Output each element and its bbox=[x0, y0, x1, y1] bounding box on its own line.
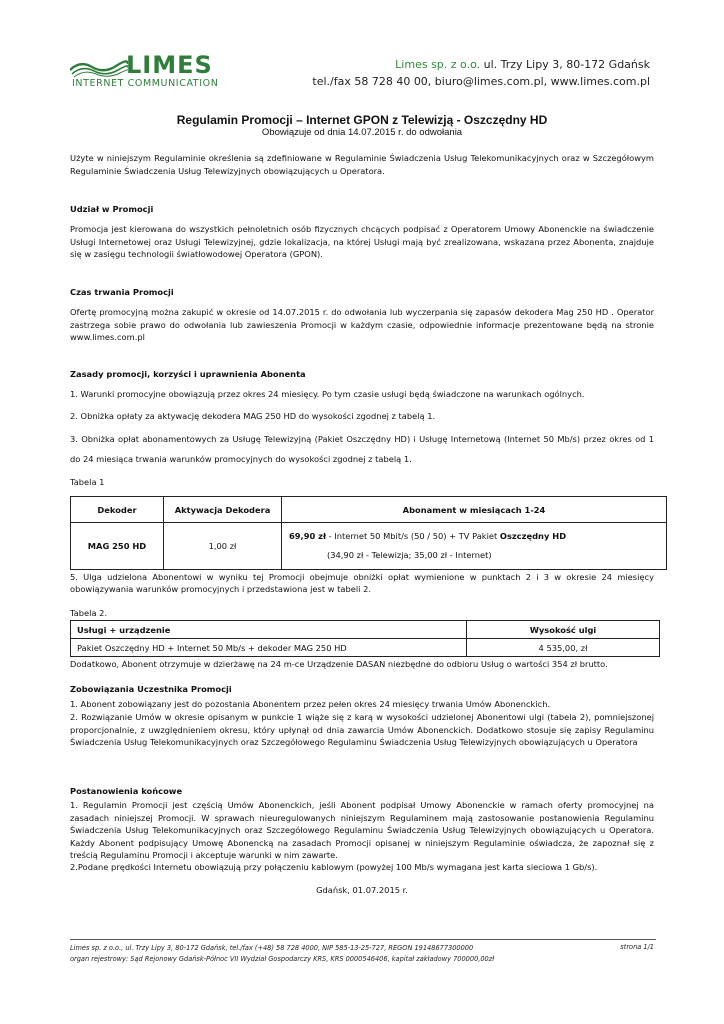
subscription-cell bbox=[282, 523, 667, 570]
subscription-price-line bbox=[289, 530, 660, 543]
table-header-cell: Usługi + urządzenie bbox=[71, 621, 467, 639]
table-row bbox=[71, 523, 667, 570]
table-header-cell: Dekoder bbox=[71, 497, 164, 523]
zasady-point-2: 2. Obniżka opłaty za aktywację dekodera MAG 250 HD do wysokości zgodnej z tabelą 1. bbox=[70, 411, 436, 421]
decoder-cell: MAG 250 HD bbox=[71, 523, 164, 570]
extra-device-note: Dodatkowo, Abonent otrzymuje w dzierżawę na 24 m-ce Urządzenie DASAN niezbędne do odbioru Usług o wartości 354 zł brutto. bbox=[70, 659, 608, 669]
table2-label: Tabela 2. bbox=[70, 608, 108, 618]
section-heading-postanowienia: Postanowienia końcowe bbox=[70, 786, 183, 796]
subscription-description: - Internet 50 Mbit/s (50 / 50) + TV Pakiet bbox=[326, 531, 500, 541]
company-contact bbox=[312, 56, 650, 90]
table-header-row bbox=[71, 621, 660, 639]
table1-label: Tabela 1 bbox=[70, 477, 105, 487]
footer-company-line: Limes sp. z o.o., ul. Trzy Lipy 3, 80-172 Gdańsk, tel./fax (+48) 58 728 4000, NIP 585-13-25-727, REGON 19148677300000 bbox=[70, 944, 474, 952]
activation-cell: 1,00 zł bbox=[164, 523, 282, 570]
subscription-price: 69,90 zł bbox=[289, 531, 327, 541]
footer-registry-line: organ rejestrowy: Sąd Rejonowy Gdańsk-Północ VII Wydział Gospodarczy KRS, KRS 0000546406, kapitał zakładowy 700000,00zł bbox=[70, 955, 495, 963]
document-subtitle: Obowiązuje od dnia 14.07.2015 r. do odwołania bbox=[261, 127, 463, 138]
czas-paragraph: Ofertę promocyjną można zakupić w okresie od 14.07.2015 r. do odwołania lub wyczerpania się zapasów dekodera Mag 250 HD . Operator zastrzega sobie prawo do odwołania lub zawieszenia Promocji w każdym czasie, odpowiednie informacje prezentowane będą na stronie www.limes.com.pl bbox=[70, 307, 654, 342]
table-header-cell: Wysokość ulgi bbox=[467, 621, 660, 639]
section-heading-udzial: Udział w Promocji bbox=[70, 204, 154, 214]
company-contact-line: tel./fax 58 728 40 00, biuro@limes.com.pl, www.limes.com.pl bbox=[312, 75, 650, 88]
zobowiazania-point-2: 2. Rozwiązanie Umów w okresie opisanym w punkcie 1 wiąże się z karą w wysokości udzielonej Abonentowi ulgi (tabela 2), pomniejszonej proporcjonalnie, z uwzględnieniem okresu, który upłynął od dnia zawarcia Umów Abonenckich. Dodatkowo stosuje się zapisy Regulaminu Świadczenia Usług Telekomunikacyjnych oraz Szczegółowego Regulaminu Świadczenia Usług Telewizyjnych obowiązujących u Operatora bbox=[70, 712, 654, 747]
limes-logo bbox=[70, 52, 238, 92]
document-title: Regulamin Promocji – Internet GPON z Telewizją - Oszczędny HD bbox=[176, 113, 548, 127]
intro-paragraph: Użyte w niniejszym Regulaminie określenia są zdefiniowane w Regulaminie Świadczenia Usług Telekomunikacyjnych oraz w Szczegółowym Regulaminie Świadczenia Usług Telewizyjnych obowiązujących u Operatora. bbox=[70, 153, 654, 176]
company-address-line bbox=[312, 56, 650, 73]
section-heading-zobowiazania: Zobowiązania Uczestnika Promocji bbox=[70, 684, 232, 694]
company-name: Limes sp. z o.o. bbox=[395, 58, 481, 71]
logo-subtitle: INTERNET COMMUNICATION bbox=[72, 78, 219, 89]
table-header-row bbox=[71, 497, 667, 523]
section-heading-czas: Czas trwania Promocji bbox=[70, 287, 174, 297]
company-address: ul. Trzy Lipy 3, 80-172 Gdańsk bbox=[480, 58, 650, 71]
zasady-point-5: 5. Ulga udzielona Abonentowi w wyniku tej Promocji obejmuje obniżki opłat wymienione w punktach 2 i 3 w okresie 24 miesięcy obowiązywania warunków promocyjnych i przedstawiona jest w tabeli 2. bbox=[70, 572, 654, 594]
logo-name: LIMES bbox=[126, 51, 213, 79]
subscription-breakdown: (34,90 zł - Telewizja; 35,00 zł - Internet) bbox=[327, 550, 492, 560]
table-header-cell: Aktywacja Dekodera bbox=[164, 497, 282, 523]
zasady-point-3a: 3. Obniżka opłat abonamentowych za Usługę Telewizyjną (Pakiet Oszczędny HD) i Usługę Internetową (Internet 50 Mb/s) przez okres od 1 bbox=[70, 434, 654, 444]
footer-divider bbox=[70, 939, 656, 940]
postanowienia-point-2: 2.Podane prędkości Internetu obowiązują przy połączeniu kablowym (powyżej 100 Mb/s wymagana jest karta sieciowa 1 Gb/s). bbox=[70, 862, 598, 872]
zasady-point-1: 1. Warunki promocyjne obowiązują przez okres 24 miesięcy. Po tym czasie usługi będą świadczone na warunkach ogólnych. bbox=[70, 389, 585, 399]
discount-value-cell: 4 535,00, zł bbox=[467, 639, 660, 657]
udzial-paragraph: Promocja jest kierowana do wszystkich pełnoletnich osób fizycznych chcących podpisać z Operatorem Umowy Abonenckie na świadczenie Usługi Internetowej oraz Usługi Telewizyjnej, gdzie lokalizacja, na której Usługi mają być zrealizowana, wskazana przez Abonenta, znajduje się w zasięgu technologii światłowodowej Operatora (GPON). bbox=[70, 224, 654, 259]
page-number: strona 1/1 bbox=[620, 943, 654, 951]
table-header-cell: Abonament w miesiącach 1-24 bbox=[282, 497, 667, 523]
postanowienia-point-1: 1. Regulamin Promocji jest częścią Umów Abonenckich, jeśli Abonent podpisał Umowy Abonenckie w ramach oferty promocyjnej na zasadach niniejszej Promocji. W sprawach nieuregulowanych niniejszym Regulaminem mają zastosowanie postanowienia Regulaminu Świadczenia Usług Telekomunikacyjnych oraz Szczegółowego Regulaminu Świadczenia Usług Telewizyjnych obowiązujących u Operatora. Każdy Abonent podpisujący Umowę Abonencką na zasadach Promocji opisanej w niniejszym Regulaminie oświadcza, że zapoznał się z treścią Regulaminu Promocji i akceptuje warunki w nim zawarte. bbox=[70, 800, 654, 860]
zobowiazania-point-1: 1. Abonent zobowiązany jest do pozostania Abonentem przez pełen okres 24 miesięcy trwania Umów Abonenckich. bbox=[70, 699, 551, 709]
tariff-table bbox=[70, 496, 667, 570]
zasady-point-3b: do 24 miesiąca trwania warunków promocyjnych do wysokości zgodnej z tabelą 1. bbox=[70, 454, 412, 464]
wave-logo-icon bbox=[70, 58, 128, 78]
section-heading-zasady: Zasady promocji, korzyści i uprawnienia Abonenta bbox=[70, 369, 306, 379]
place-date: Gdańsk, 01.07.2015 r. bbox=[316, 885, 408, 895]
subscription-package: Oszczędny HD bbox=[499, 531, 567, 541]
table-row bbox=[71, 639, 660, 657]
discount-table bbox=[70, 620, 660, 657]
service-cell: Pakiet Oszczędny HD + Internet 50 Mb/s + dekoder MAG 250 HD bbox=[71, 639, 467, 657]
